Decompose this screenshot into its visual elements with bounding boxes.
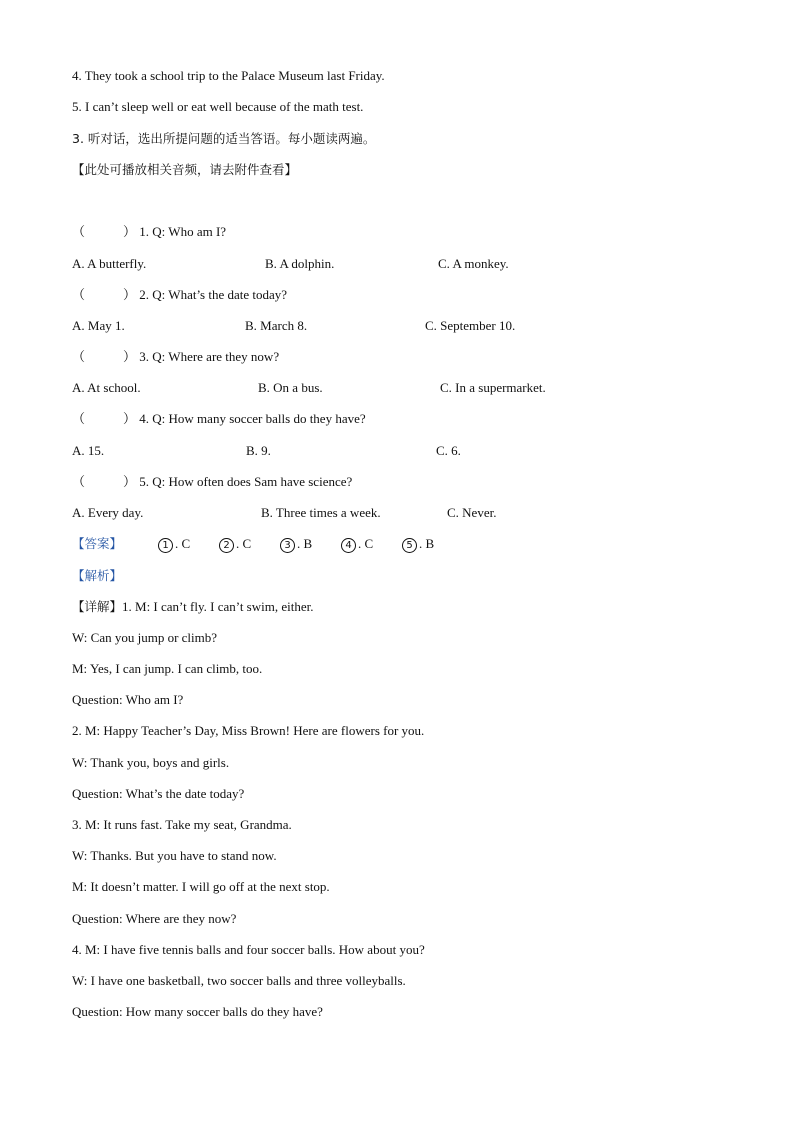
- option-a: A. May 1.: [72, 318, 125, 333]
- answer-item-3: 3 . B: [280, 536, 312, 553]
- option-a: A. Every day.: [72, 505, 144, 520]
- sentence-4: 4. They took a school trip to the Palace Museum last Friday.: [72, 68, 385, 83]
- transcript-line: Question: Who am I?: [72, 692, 184, 707]
- answer-bracket-close: ）: [123, 474, 137, 489]
- circled-number: 4: [341, 538, 356, 553]
- transcript-line: 【详解】1. M: I can’t fly. I can’t swim, either.: [72, 599, 314, 614]
- transcript-line: W: Thank you, boys and girls.: [72, 755, 230, 770]
- transcript-line: M: Yes, I can jump. I can climb, too.: [72, 661, 263, 676]
- option-b: B. 9.: [246, 443, 271, 458]
- option-a: A. A butterfly.: [72, 256, 147, 271]
- answer-bracket-close: ）: [123, 349, 137, 364]
- question-1: [72, 224, 226, 240]
- answer-bracket-close: ）: [123, 411, 137, 426]
- circled-number: 1: [158, 538, 173, 553]
- option-c: C. In a supermarket.: [440, 380, 546, 395]
- question-5: [72, 474, 352, 490]
- option-b: B. A dolphin.: [265, 256, 335, 271]
- question-3: [72, 349, 279, 365]
- question-text: 4. Q: How many soccer balls do they have?: [139, 411, 366, 426]
- option-a: A. 15.: [72, 443, 105, 458]
- answer-bracket-open: （: [72, 349, 86, 364]
- option-b: B. On a bus.: [258, 380, 323, 395]
- answer-item-2: 2 . C: [219, 536, 251, 553]
- transcript-line: 3. M: It runs fast. Take my seat, Grandma.: [72, 817, 292, 832]
- option-c: C. 6.: [436, 443, 461, 458]
- question-text: 2. Q: What’s the date today?: [139, 287, 288, 302]
- answer-item-5: 5 . B: [402, 536, 434, 553]
- transcript-line: W: Can you jump or climb?: [72, 630, 218, 645]
- transcript-line: Question: What’s the date today?: [72, 786, 245, 801]
- answer-bracket-open: （: [72, 287, 86, 302]
- option-b: B. March 8.: [245, 318, 308, 333]
- question-text: 1. Q: Who am I?: [139, 224, 227, 239]
- transcript-line: W: Thanks. But you have to stand now.: [72, 848, 277, 863]
- option-c: C. A monkey.: [438, 256, 509, 271]
- circled-number: 3: [280, 538, 295, 553]
- answer-bracket-open: （: [72, 474, 86, 489]
- analysis-label: 【解析】: [72, 568, 123, 583]
- audio-note[interactable]: 【此处可播放相关音频，请去附件查看】: [72, 162, 298, 177]
- option-c: C. September 10.: [425, 318, 516, 333]
- question-2: [72, 287, 287, 303]
- option-c: C. Never.: [447, 505, 497, 520]
- answer-item-1: 1 . C: [158, 536, 190, 553]
- circled-number: 2: [219, 538, 234, 553]
- section-title: 3. 听对话，选出所提问题的适当答语。每小题读两遍。: [72, 131, 376, 146]
- question-4: [72, 411, 366, 427]
- transcript-line: Question: How many soccer balls do they have?: [72, 1004, 323, 1019]
- transcript-line: M: It doesn’t matter. I will go off at the next stop.: [72, 879, 330, 894]
- question-text: 5. Q: How often does Sam have science?: [139, 474, 353, 489]
- answer-bracket-open: （: [72, 411, 86, 426]
- option-b: B. Three times a week.: [261, 505, 381, 520]
- transcript-line: 4. M: I have five tennis balls and four soccer balls. How about you?: [72, 942, 425, 957]
- transcript-line: Question: Where are they now?: [72, 911, 237, 926]
- question-text: 3. Q: Where are they now?: [139, 349, 280, 364]
- answer-label: 【答案】: [72, 536, 123, 551]
- transcript-line: 2. M: Happy Teacher’s Day, Miss Brown! Here are flowers for you.: [72, 723, 425, 738]
- answer-bracket-close: ）: [123, 224, 137, 239]
- answer-bracket-close: ）: [123, 287, 137, 302]
- transcript-line: W: I have one basketball, two soccer balls and three volleyballs.: [72, 973, 406, 988]
- circled-number: 5: [402, 538, 417, 553]
- option-a: A. At school.: [72, 380, 141, 395]
- detail-label: 【详解】: [72, 599, 123, 614]
- answer-bracket-open: （: [72, 224, 86, 239]
- answer-item-4: 4 . C: [341, 536, 373, 553]
- sentence-5: 5. I can’t sleep well or eat well because of the math test.: [72, 99, 364, 114]
